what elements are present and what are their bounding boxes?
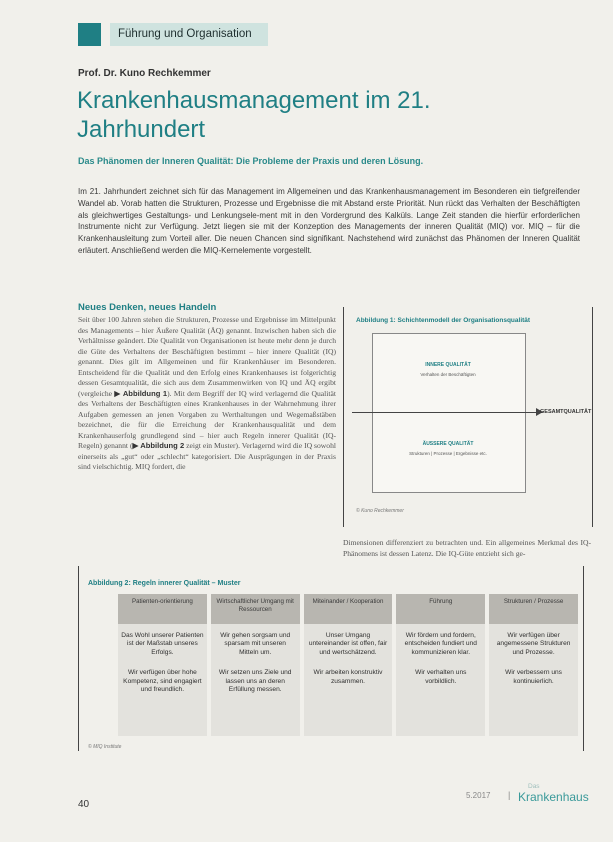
rules-column-header: Patienten-orientierung: [118, 594, 207, 624]
rule-text: Wir verbessern uns kontinuierlich.: [505, 669, 562, 685]
intro-paragraph: Im 21. Jahrhundert zeichnet sich für das Management im Allgemeinen und das Krankenhausmanagement im Besonderen ein tiefgreifender Wandel ab. Vorab hatten die Strukturen, Prozesse und Ergebnisse die mit Abstand erste Priorität. Nun rückt das Verhalten der Beschäftigten als gleichwertiges Gestaltungs- und Lenkungsele-ment mit in den Vordergrund des Kalküls. Lange Zeit standen die hierfür erforderlichen Instrumente nicht zur Verfügung. Jetzt liegen sie mit der Konzeption des Managements der inneren Qualität (MIQ) vor. MIQ – für die Krankenhausleitung zum Vorteil aller. Die neuen Chancen sind signifikant. Nachstehend wird zunächst das Phänomen der Inneren Qualität erläutert. Anschließend werden die MIQ-Kernelemente vorgestellt.: [78, 187, 580, 255]
figure-1-box: [372, 333, 526, 493]
rules-column: [118, 594, 207, 736]
rule-text: Das Wohl unserer Patienten ist der Maßstab unseres Erfolgs.: [121, 632, 204, 656]
rule-text: Wir verhalten uns vorbildlich.: [415, 669, 467, 685]
body-text: ). Mit dem Begriff der IQ wird verlagernd die Qualität des Verhaltens der Beschäftigten eines Krankenhauses in der Wahrnehmung ihrer Aufgaben gemessen an jenen Vorgaben zu Werthaltungen und Wegemaßstäben bezeichnet, die für die Erreichung der Krankenhausqualität und dem Krankenhauserfolg grundlegend sind – hier auch Regeln innerer Qualität (IQ-Regeln) genannt (: [78, 388, 336, 450]
rules-column-header: Führung: [396, 594, 485, 624]
section-heading: Neues Denken, neues Handeln: [78, 302, 217, 313]
rules-table: [118, 594, 578, 736]
rule-text: Wir verfügen über angemessene Strukturen und Prozesse.: [496, 632, 571, 656]
rule-text: Wir setzen uns Ziele und lassen uns an deren Erfüllung messen.: [218, 669, 292, 694]
section-label: Führung und Organisation: [110, 23, 268, 46]
rules-column: [211, 594, 300, 736]
magazine-logo-prefix: Das: [528, 783, 540, 790]
body-column-right: Dimensionen differenziert zu betrachten und. Ein allgemeines Merkmal des IQ-Phänomens ist dessen Latenz. Die IQ-Güte entzieht sich ge-: [343, 538, 591, 558]
figure-2-source: © MIQ Institute: [88, 744, 122, 750]
figure-2-title: Abbildung 2: Regeln innerer Qualität – Muster: [88, 580, 241, 587]
magazine-logo: Krankenhaus: [518, 790, 589, 804]
footer-divider: |: [508, 790, 511, 800]
rules-column-body: [118, 624, 207, 736]
rule-text: Wir gehen sorgsam und sparsam mit unseren Mitteln um.: [220, 632, 291, 656]
rule-text: Wir arbeiten konstruktiv zusammen.: [313, 669, 383, 685]
figure-1-title: Abbildung 1: Schichtenmodell der Organisationsqualität: [356, 317, 531, 324]
article-subtitle: Das Phänomen der Inneren Qualität: Die Probleme der Praxis und deren Lösung.: [78, 156, 424, 166]
rules-column-body: [211, 624, 300, 736]
outer-quality-label: ÄUSSERE QUALITÄT: [422, 441, 474, 447]
outer-quality-sub: Strukturen | Prozesse | Ergebnisse etc.: [409, 451, 487, 456]
figure-1-source: © Kuno Rechkemmer: [356, 508, 404, 514]
body-text: zeigt ein Muster). Verlagernd wird die IQ sowohl einerseits als „gut“ oder „schlecht“ kategorisiert. Die Ausprägungen in der Praxis sind vielschichtig. MIQ fordert, die: [78, 441, 336, 471]
figure-reference: ▶ Abbildung 2: [132, 441, 185, 450]
figure-1-divider: [352, 412, 538, 413]
article-title: Krankenhausmanagement im 21. Jahrhundert: [77, 87, 431, 143]
rules-column-header: Strukturen / Prozesse: [489, 594, 578, 624]
page-number: 40: [78, 799, 90, 810]
rules-column: [489, 594, 578, 736]
inner-quality-label: INNERE QUALITÄT: [425, 362, 471, 368]
rules-column-body: [396, 624, 485, 736]
rules-column: [304, 594, 393, 736]
rule-text: Unser Umgang untereinander ist offen, fair und wertschätzend.: [308, 632, 388, 656]
section-marker: [78, 23, 101, 46]
rules-column: [396, 594, 485, 736]
issue-number: 5.2017: [466, 791, 491, 800]
rules-column-header: Miteinander / Kooperation: [304, 594, 393, 624]
body-column-left: [78, 315, 336, 473]
rules-column-body: [489, 624, 578, 736]
rules-column-body: [304, 624, 393, 736]
author: Prof. Dr. Kuno Rechkemmer: [78, 68, 211, 79]
rules-column-header: Wirtschaftlicher Umgang mit Ressourcen: [211, 594, 300, 624]
inner-quality-sub: Verhalten der Beschäftigten: [420, 372, 476, 377]
body-text: Seit über 100 Jahren stehen die Strukturen, Prozesse und Ergebnisse im Mittelpunkt des Managements – hier Äußere Qualität (ÄQ) genannt. Inzwischen haben sich die Verhältnisse geändert. Die Qualität von Organisationen ist heute mehr denn je durch die Güte des Verhaltens der Beschäftigten bestimmt – hier innere Qualität (IQ) genannt. Dies gilt im Allgemeinen und für Krankenhäuser im Besonderen. Entscheidend für die Qualität und den Erfolg eines Krankenhauses ist folgerichtig dessen Gesamtqualität, die sich aus dem Zusammenwirken von IQ und ÄQ ergibt (vergleiche: [78, 315, 336, 398]
rule-text: Wir verfügen über hohe Kompetenz, sind engagiert und freundlich.: [123, 669, 202, 694]
rule-text: Wir fördern und fordern, entscheiden fundiert und kommunizieren klar.: [404, 632, 477, 656]
total-quality-label: GESAMTQUALITÄT: [540, 409, 592, 415]
figure-reference: ▶ Abbildung 1: [114, 388, 168, 398]
